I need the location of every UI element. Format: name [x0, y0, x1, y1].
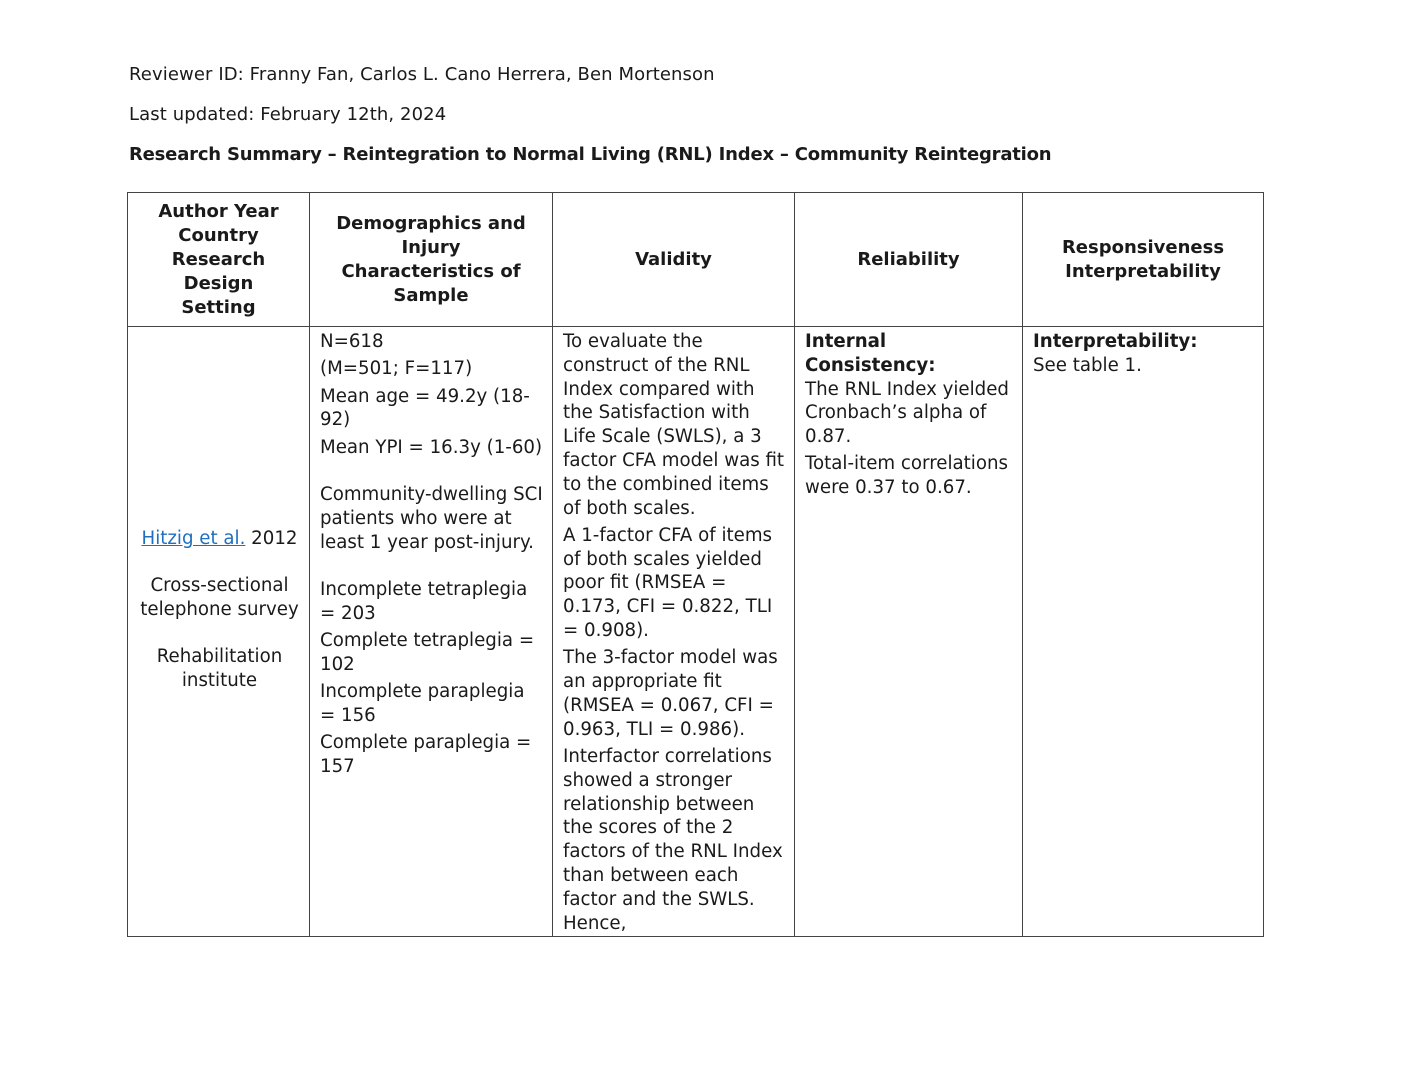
header-demographics [310, 193, 553, 327]
interpretability-heading: Interpretability: [1033, 331, 1198, 352]
header-line: Responsiveness [1061, 236, 1225, 258]
header-line: Author Year [158, 200, 279, 222]
sex-breakdown: (M=501; F=117) [320, 358, 473, 380]
validity-paragraph: The 3-factor model was an appropriate fit (RMSEA = 0.067, CFI = 0.963, TLI = 0.986). [563, 647, 778, 740]
header-line: Country [178, 224, 259, 246]
reliability-paragraph: The RNL Index yielded Cronbach’s alpha of 0.87. [805, 378, 1009, 448]
table-header-row [128, 193, 1264, 327]
incomplete-tetraplegia: Incomplete tetraplegia = 203 [320, 578, 528, 624]
mean-age: Mean age = 49.2y (18-92) [320, 385, 530, 431]
population-description: Community-dwelling SCI patients who were at least 1 year post-injury. [320, 483, 543, 553]
header-line: Interpretability [1065, 260, 1221, 282]
header-validity: Validity [553, 193, 795, 327]
header-responsiveness [1023, 193, 1264, 327]
validity-paragraph: Interfactor correlations showed a stronger relationship between the scores of the 2 factors of the RNL Index than between each factor and the SWLS. Hence, [563, 746, 783, 934]
document-title: Research Summary – Reintegration to Normal Living (RNL) Index – Community Reintegration [129, 144, 1052, 165]
header-line: Setting [181, 296, 256, 318]
header-line: Research [171, 248, 266, 270]
reliability-cell [795, 327, 1023, 937]
header-line: Sample [393, 284, 469, 306]
table-row [128, 327, 1264, 937]
reviewer-line: Reviewer ID: Franny Fan, Carlos L. Cano Herrera, Ben Mortenson [129, 64, 715, 85]
research-summary-table [127, 192, 1264, 937]
last-updated-line: Last updated: February 12th, 2024 [129, 104, 447, 125]
study-design: Cross-sectional telephone survey [140, 575, 299, 621]
validity-cell [553, 327, 795, 937]
header-line: Injury [401, 236, 461, 258]
header-line: Characteristics of [341, 260, 521, 282]
validity-paragraph: To evaluate the construct of the RNL Index compared with the Satisfaction with Life Scale (SWLS), a 3 factor CFA model was fit to the combined items of both scales. [563, 331, 785, 519]
study-cell [128, 327, 310, 937]
validity-paragraph: A 1-factor CFA of items of both scales yielded poor fit (RMSEA = 0.173, CFI = 0.822, TLI = 0.908). [563, 524, 773, 642]
mean-ypi: Mean YPI = 16.3y (1-60) [320, 436, 543, 458]
header-line: Demographics and [336, 212, 526, 234]
interpretability-cell [1023, 327, 1264, 937]
complete-tetraplegia: Complete tetraplegia = 102 [320, 629, 535, 675]
study-year: 2012 [245, 528, 298, 549]
header-author-year [128, 193, 310, 327]
sample-size: N=618 [320, 331, 384, 352]
header-line: Design [183, 272, 254, 294]
incomplete-paraplegia: Incomplete paraplegia = 156 [320, 681, 525, 726]
complete-paraplegia: Complete paraplegia = 157 [320, 732, 532, 777]
study-link[interactable]: Hitzig et al. [141, 528, 246, 549]
reliability-paragraph: Total-item correlations were 0.37 to 0.67. [805, 453, 1008, 499]
demographics-cell [310, 327, 553, 937]
header-reliability: Reliability [795, 193, 1023, 327]
interpretability-paragraph: See table 1. [1033, 354, 1142, 376]
study-citation [134, 527, 305, 551]
study-setting: Rehabilitation institute [156, 646, 283, 692]
reliability-heading: Internal Consistency: [805, 331, 936, 376]
